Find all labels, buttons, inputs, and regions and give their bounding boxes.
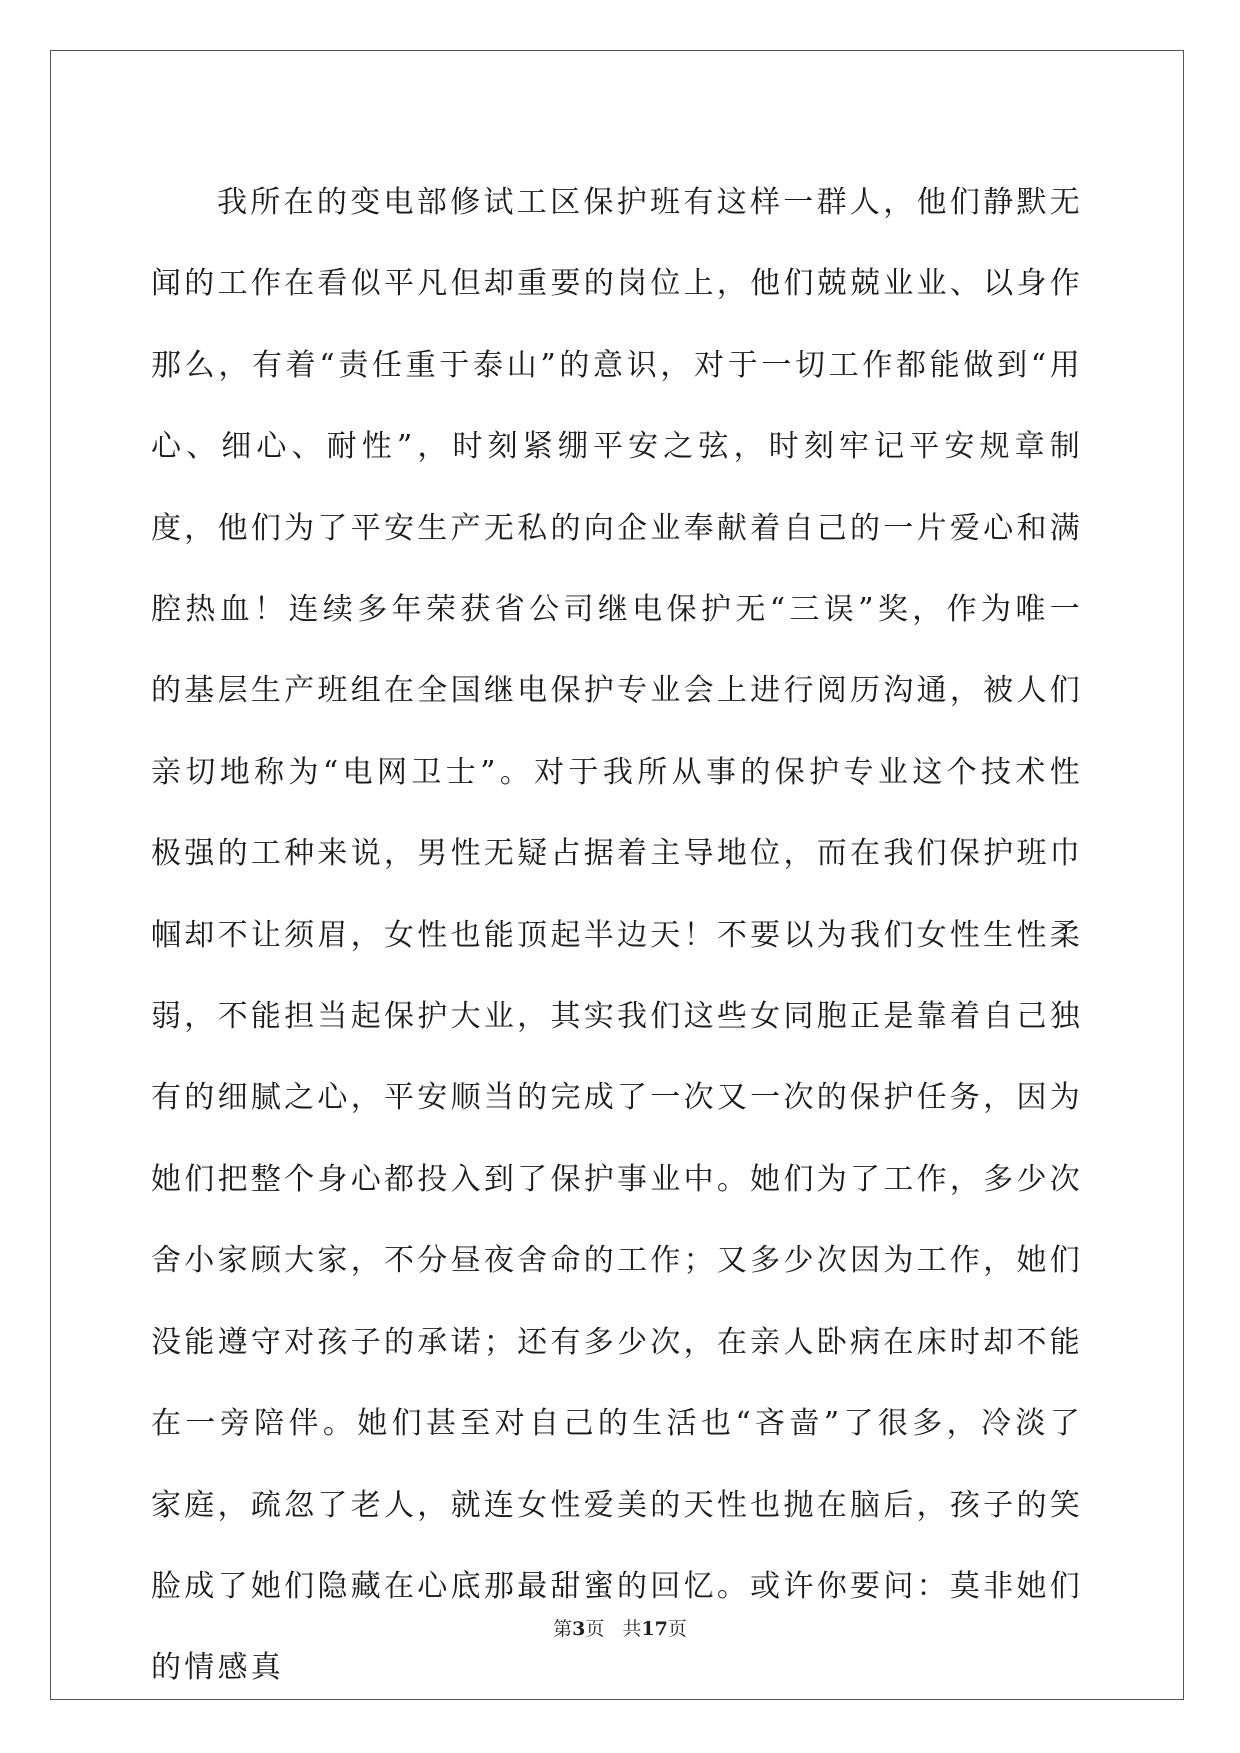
total-suffix: 页 (667, 1618, 687, 1640)
page-footer (0, 1614, 1240, 1641)
body-paragraph: 我所在的变电部修试工区保护班有这样一群人，他们静默无闻的工作在看似平凡但却重要的岗位上，他们兢兢业业、以身作那么，有着“责任重于泰山”的意识，对于一切工作都能做到“用心、细心、耐性”，时刻紧绷平安之弦，时刻牢记平安规章制度，他们为了平安生产无私的向企业奉献着自己的一片爱心和满腔热血！连续多年荣获省公司继电保护无“三误”奖，作为唯一的基层生产班组在全国继电保护专业会上进行阅历沟通，被人们亲切地称为“电网卫士”。对于我所从事的保护专业这个技术性极强的工种来说，男性无疑占据着主导地位，而在我们保护班巾帼却不让须眉，女性也能顶起半边天！不要以为我们女性生性柔弱，不能担当起保护大业，其实我们这些女同胞正是靠着自己独有的细腻之心，平安顺当的完成了一次又一次的保护任务，因为她们把整个身心都投入到了保护事业中。她们为了工作，多少次舍小家顾大家，不分昼夜舍命的工作；又多少次因为工作，她们没能遵守对孩子的承诺；还有多少次，在亲人卧病在床时却不能在一旁陪伴。她们甚至对自己的生活也“吝啬”了很多，冷淡了家庭，疏忽了老人，就连女性爱美的天性也抛在脑后，孩子的笑脸成了她们隐藏在心底那最甜蜜的回忆。或许你要问：莫非她们的情感真 (151, 185, 1083, 1686)
total-prefix: 共 (622, 1618, 642, 1640)
page-suffix: 页 (585, 1618, 605, 1640)
page-prefix: 第 (553, 1618, 573, 1640)
total-pages-number: 17 (641, 1618, 668, 1640)
current-page-number: 3 (572, 1618, 586, 1640)
